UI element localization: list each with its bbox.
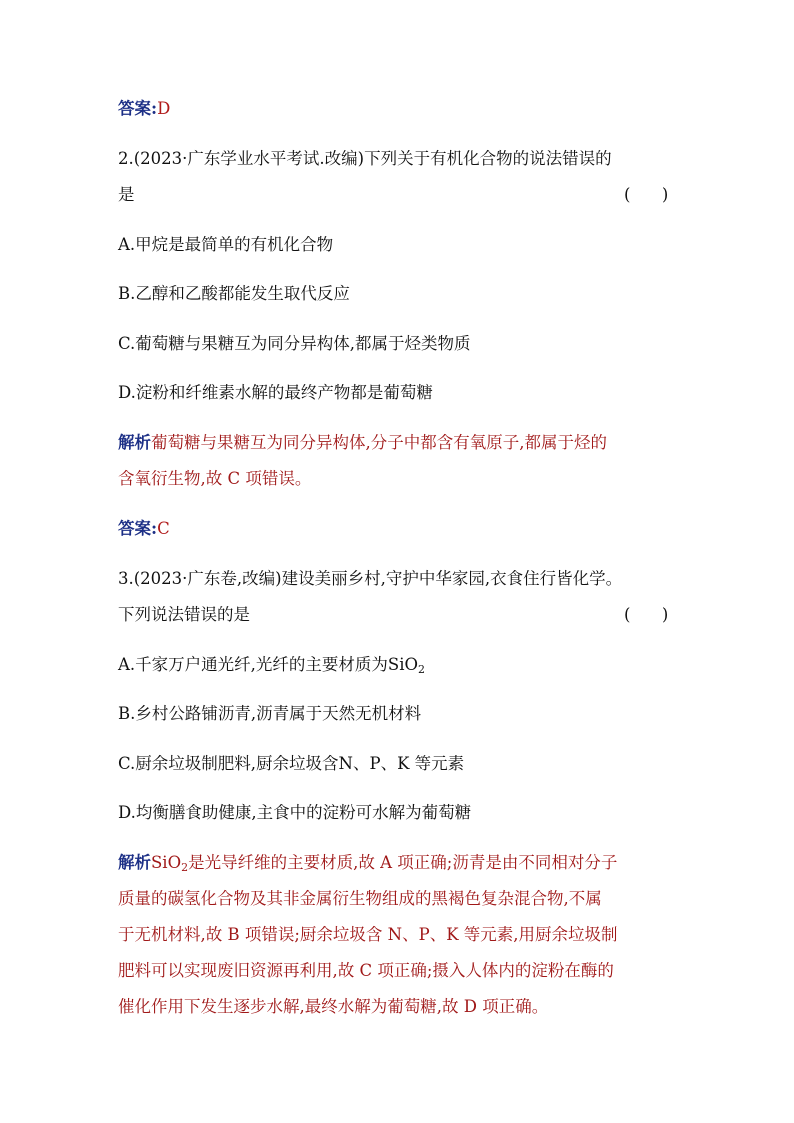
question-2-explanation-line1 xyxy=(118,432,607,454)
question-3-stem-line2: 下列说法错误的是 xyxy=(118,605,250,624)
answer-label: 答案: xyxy=(118,519,158,538)
question-3-option-a xyxy=(118,654,425,676)
question-3-option-b: B.乡村公路铺沥青,沥青属于天然无机材料 xyxy=(118,704,422,723)
question-2-option-d: D.淀粉和纤维素水解的最终产物都是葡萄糖 xyxy=(118,383,433,402)
subscript: 2 xyxy=(418,663,426,676)
explanation-text: 葡萄糖与果糖互为同分异构体,分子中都含有氧原子,都属于烃的 xyxy=(151,433,607,452)
answer-2 xyxy=(118,518,170,540)
question-3-explanation-line3: 于无机材料,故 B 项错误;厨余垃圾含 N、P、K 等元素,用厨余垃圾制 xyxy=(118,925,618,944)
question-3-explanation-line2: 质量的碳氢化合物及其非金属衍生物组成的黑褐色复杂混合物,不属 xyxy=(118,889,602,908)
question-3-explanation-line5: 催化作用下发生逐步水解,最终水解为葡萄糖,故 D 项正确。 xyxy=(118,997,549,1016)
question-2-option-c: C.葡萄糖与果糖互为同分异构体,都属于烃类物质 xyxy=(118,334,471,353)
answer-label: 答案: xyxy=(118,99,158,118)
answer-1 xyxy=(118,98,170,120)
question-3-option-c: C.厨余垃圾制肥料,厨余垃圾含N、P、K 等元素 xyxy=(118,754,465,773)
question-2-option-b: B.乙醇和乙酸都能发生取代反应 xyxy=(118,284,350,303)
explanation-text-pre: SiO xyxy=(151,853,182,872)
subscript: 2 xyxy=(181,861,189,874)
question-2-stem-line1: 2.(2023·广东学业水平考试.改编)下列关于有机化合物的说法错误的 xyxy=(118,149,612,168)
question-3-explanation-line1 xyxy=(118,852,617,874)
answer-value: D xyxy=(157,99,171,118)
question-3-explanation-line4: 肥料可以实现废旧资源再利用,故 C 项正确;摄入人体内的淀粉在酶的 xyxy=(118,961,614,980)
question-3-option-d: D.均衡膳食助健康,主食中的淀粉可水解为葡萄糖 xyxy=(118,803,472,822)
question-2-answer-blank: ( ) xyxy=(624,185,669,204)
answer-value: C xyxy=(157,519,170,538)
question-3-stem-line1: 3.(2023·广东卷,改编)建设美丽乡村,守护中华家园,衣食住行皆化学。 xyxy=(118,569,623,588)
question-2-option-a: A.甲烷是最简单的有机化合物 xyxy=(118,235,334,254)
option-a-text: A.千家万户通光纤,光纤的主要材质为SiO xyxy=(118,655,419,674)
question-2-explanation-line2: 含氧衍生物,故 C 项错误。 xyxy=(118,469,312,488)
explanation-label: 解析 xyxy=(118,433,151,452)
explanation-text-post: 是光导纤维的主要材质,故 A 项正确;沥青是由不同相对分子 xyxy=(188,853,618,872)
explanation-label: 解析 xyxy=(118,853,151,872)
question-3-answer-blank: ( ) xyxy=(624,605,669,624)
question-2-stem-line2: 是 xyxy=(118,185,135,204)
